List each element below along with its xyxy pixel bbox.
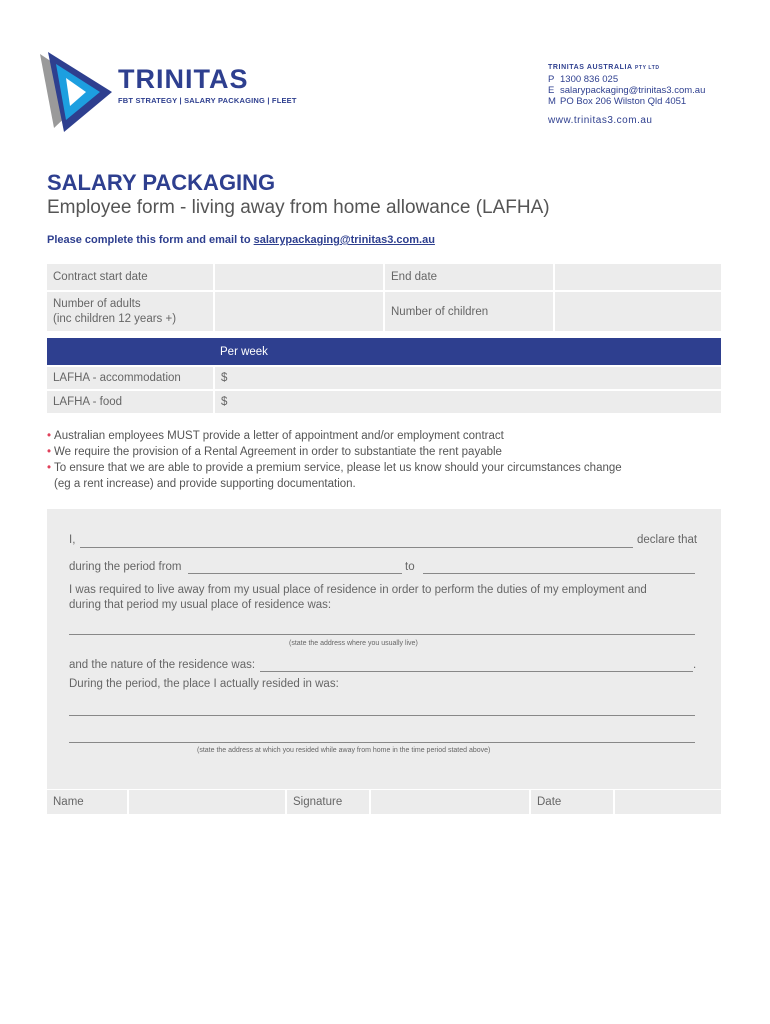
- period-to-line[interactable]: [423, 573, 695, 574]
- list-item: • To ensure that we are able to provide a premium service, please let us know should your circumstances change: [47, 462, 622, 474]
- lafha-accommodation-field[interactable]: $: [215, 367, 721, 389]
- period-from-label: during the period from: [69, 561, 182, 573]
- declaration-panel: [47, 509, 721, 789]
- date-field[interactable]: [615, 790, 721, 814]
- usual-residence-note: (state the address where you usually live): [289, 640, 418, 647]
- residence-nature-label: and the nature of the residence was:: [69, 659, 256, 671]
- list-item-continuation: (eg a rent increase) and provide supporting documentation.: [54, 478, 356, 490]
- allowance-table-header: [47, 338, 721, 365]
- name-field[interactable]: [129, 790, 285, 814]
- number-of-children-field[interactable]: [555, 292, 721, 331]
- page-subtitle: Employee form - living away from home allowance (LAFHA): [47, 197, 550, 218]
- contact-block: [548, 62, 705, 126]
- lafha-accommodation-label: LAFHA - accommodation: [47, 367, 213, 389]
- declarant-name-line[interactable]: [80, 547, 633, 548]
- actual-residence-note: (state the address at which you resided while away from home in the time period stated above): [197, 747, 491, 754]
- mail-line: M PO Box 206 Wilston Qld 4051: [548, 96, 687, 107]
- page-title: SALARY PACKAGING: [47, 170, 276, 195]
- end-date-label: End date: [385, 264, 553, 290]
- date-label: Date: [531, 790, 613, 814]
- contract-start-field[interactable]: [215, 264, 383, 290]
- company-name: TRINITAS AUSTRALIA PTY LTD: [548, 64, 660, 71]
- period-to-label: to: [405, 561, 415, 573]
- brand-tagline: FBT STRATEGY | SALARY PACKAGING | FLEET: [118, 96, 297, 105]
- contact-email-link[interactable]: salarypackaging@trinitas3.com.au: [560, 85, 706, 96]
- residence-nature-line[interactable]: [260, 671, 693, 672]
- usual-residence-line[interactable]: [69, 634, 695, 635]
- phone-line: P 1300 836 025: [548, 74, 619, 85]
- name-label: Name: [47, 790, 127, 814]
- list-item: • Australian employees MUST provide a letter of appointment and/or employment contract: [47, 430, 504, 442]
- website-link[interactable]: www.trinitas3.com.au: [548, 115, 653, 126]
- contract-start-label: Contract start date: [47, 264, 213, 290]
- instruction-text: Please complete this form and email to salarypackaging@trinitas3.com.au: [47, 234, 435, 246]
- declaration-i-label: I,: [69, 534, 76, 546]
- actual-residence-line-1[interactable]: [69, 715, 695, 716]
- signature-field[interactable]: [371, 790, 529, 814]
- residence-nature-period: .: [693, 659, 697, 671]
- instruction-email-link[interactable]: salarypackaging@trinitas3.com.au: [253, 234, 435, 246]
- period-from-line[interactable]: [188, 573, 402, 574]
- number-of-children-label: Number of children: [385, 292, 553, 331]
- actual-residence-label: During the period, the place I actually resided in was:: [69, 678, 339, 690]
- per-week-header: Per week: [220, 346, 268, 358]
- number-of-adults-label: Number of adults (inc children 12 years +): [47, 292, 213, 331]
- lafha-food-label: LAFHA - food: [47, 391, 213, 413]
- end-date-field[interactable]: [555, 264, 721, 290]
- requirement-statement: I was required to live away from my usual place of residence in order to perform the duties of my employment and during that period my usual place of residence was:: [69, 584, 647, 611]
- requirements-list: [47, 428, 687, 492]
- list-item: • We require the provision of a Rental Agreement in order to substantiate the rent payable: [47, 446, 502, 458]
- declare-that-text: declare that: [637, 534, 698, 546]
- number-of-adults-field[interactable]: [215, 292, 383, 331]
- lafha-food-field[interactable]: $: [215, 391, 721, 413]
- signature-label: Signature: [287, 790, 369, 814]
- actual-residence-line-2[interactable]: [69, 742, 695, 743]
- email-line: E salarypackaging@trinitas3.com.au: [548, 85, 706, 96]
- brand-name: TRINITAS: [118, 64, 249, 94]
